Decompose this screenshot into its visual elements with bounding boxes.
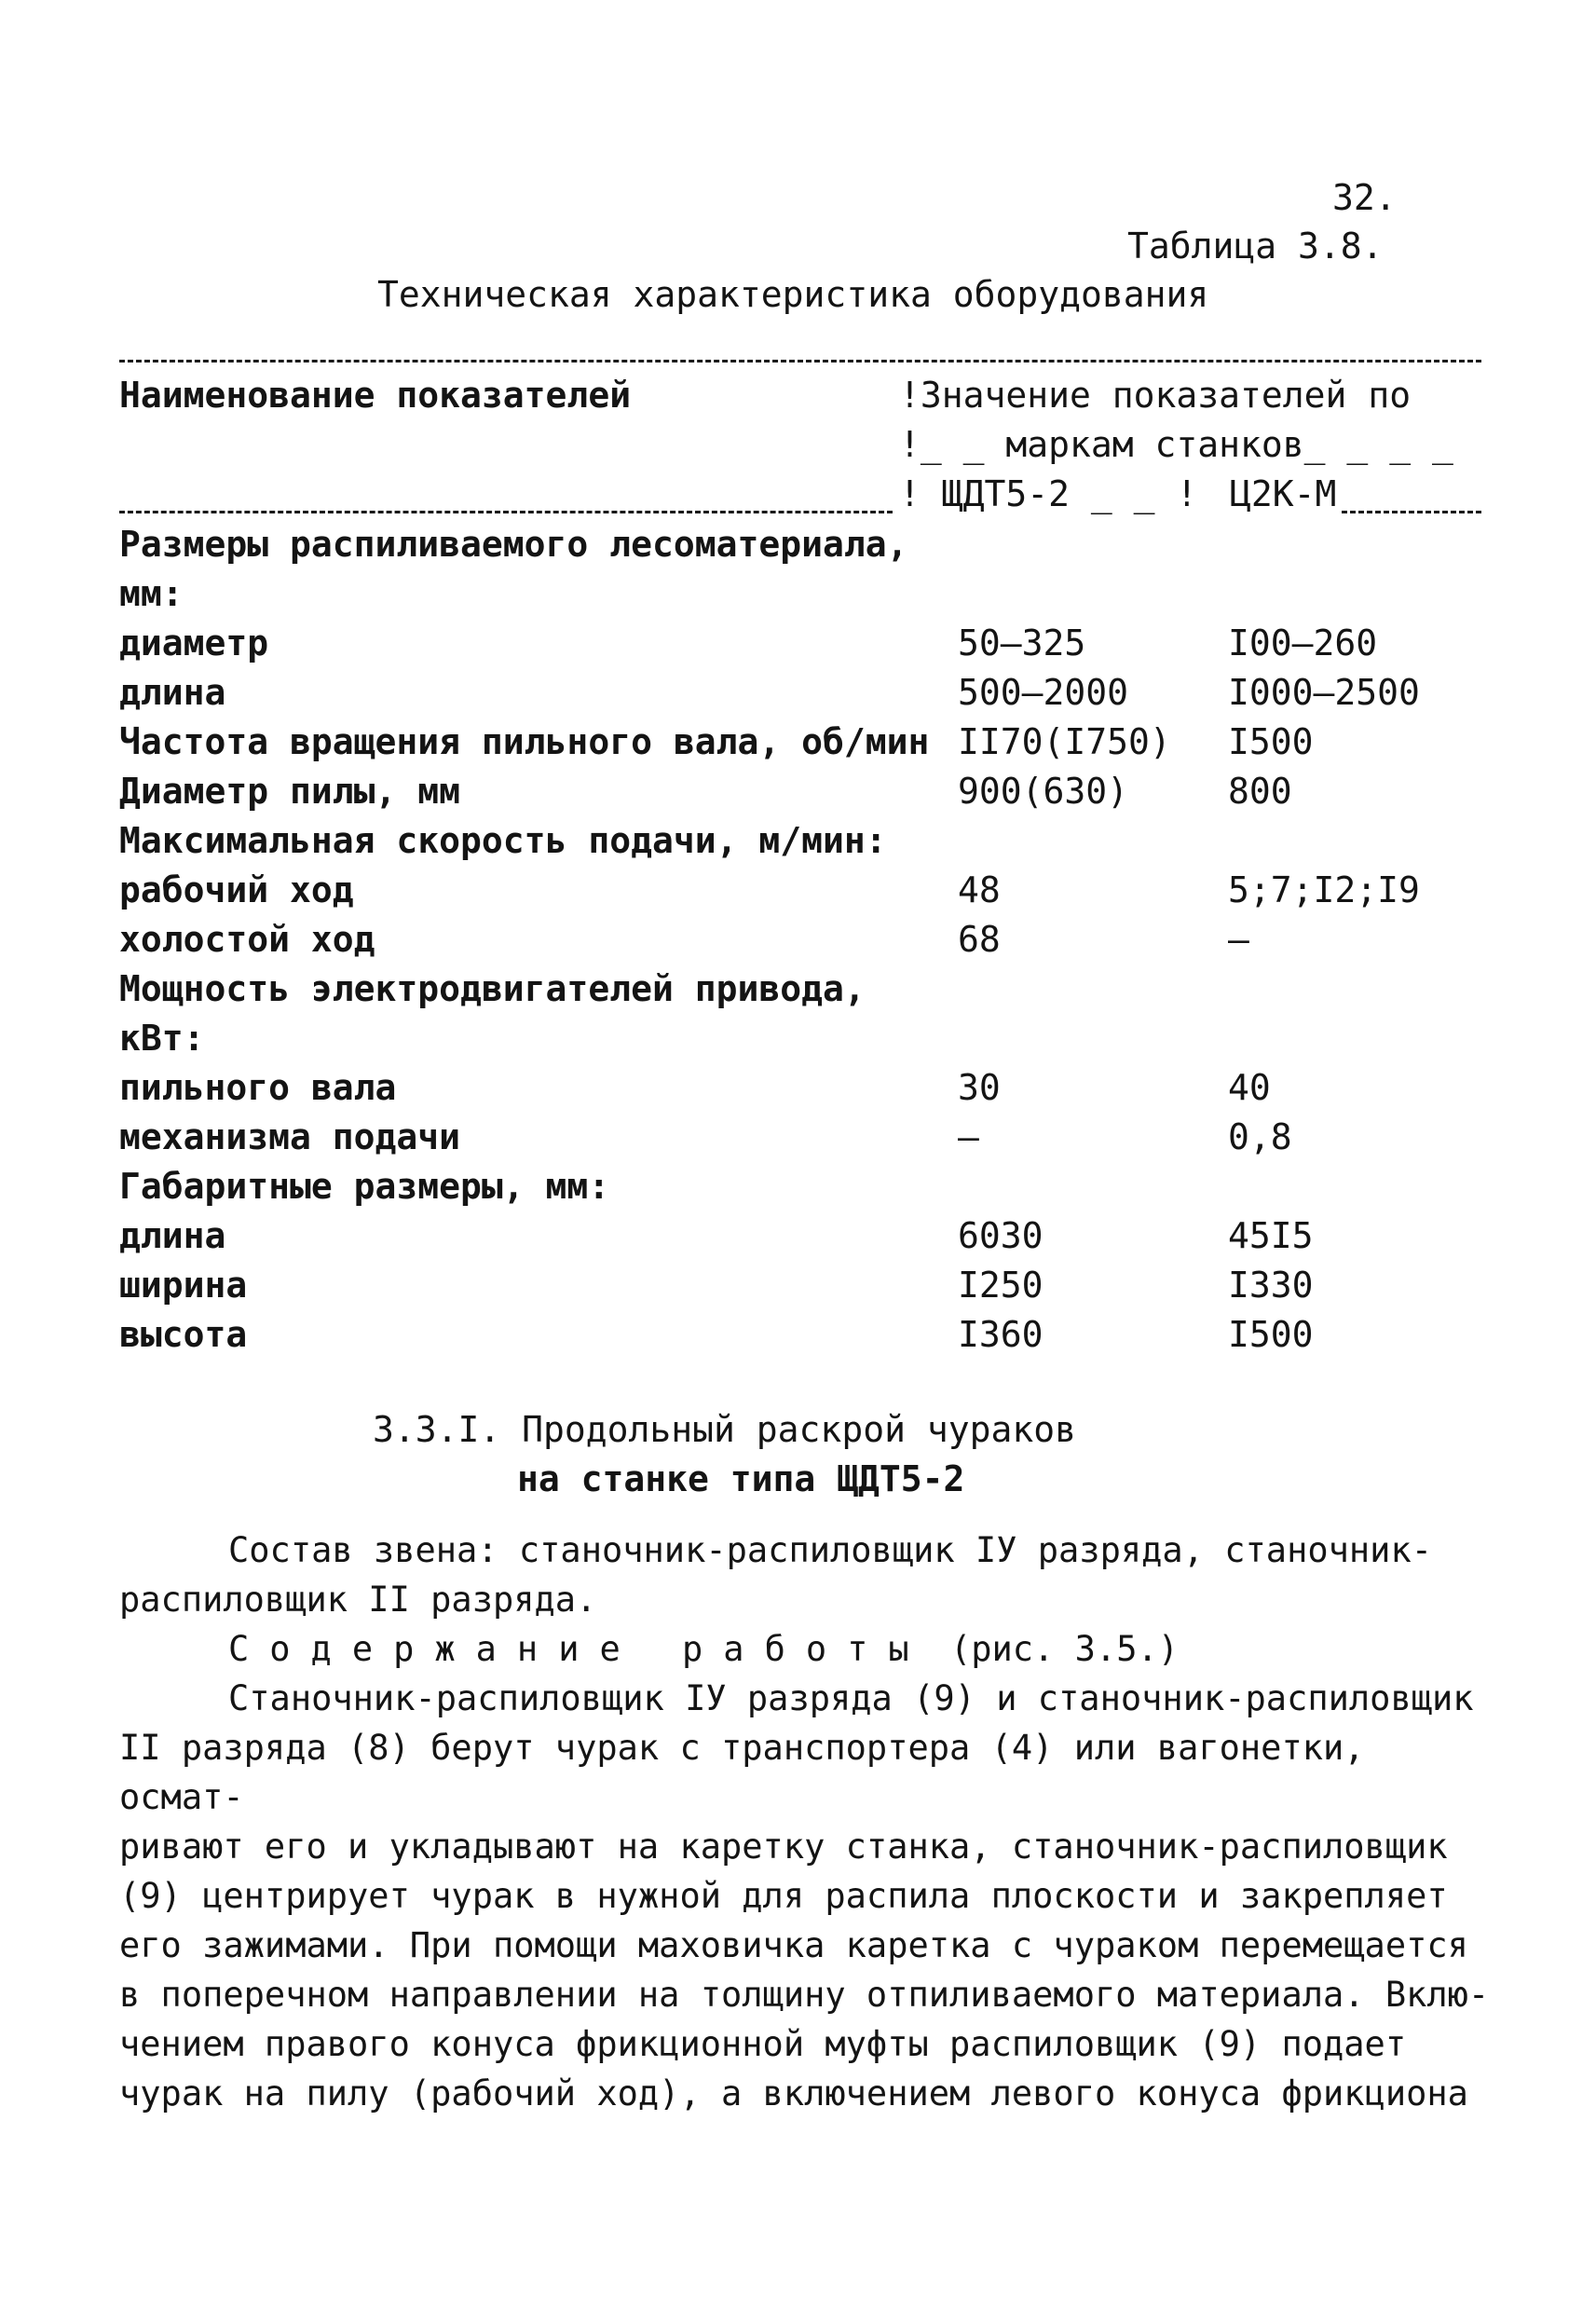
work-heading-line [119,1624,1498,1674]
column-header-values-1: !Значение показателей по [899,375,1412,416]
column-header-machine-2: Ц2К-М [1230,473,1337,514]
section-title-line-2: на станке типа ЩДТ5-2 [517,1458,965,1499]
row-name: Мощность электродвигателей привода, [119,968,866,1009]
paragraph-line: (9) центрирует чурак в нужной для распила плоскости и закрепляет [119,1876,1448,1916]
table-row [119,1211,1498,1261]
table-row [119,668,1498,718]
row-name: кВт: [119,1018,205,1059]
table-header-rule-left [119,511,893,513]
row-value-1: 48 [958,869,1001,910]
row-value-2: I000–2500 [1228,672,1420,713]
paragraph-line: чурак на пилу (рабочий ход), а включением левого конуса фрикциона [119,2073,1468,2114]
paragraph-line: ривают его и укладывают на каретку станка, станочник-распиловщик [119,1826,1448,1867]
row-name: диаметр [119,622,269,664]
row-value-2: I00–260 [1228,622,1378,664]
table-row [119,619,1498,668]
work-paragraph [119,1674,1498,2118]
row-name: Размеры распиливаемого лесоматериала, [119,524,908,565]
row-name: Максимальная скорость подачи, м/мин: [119,820,887,861]
row-name: Диаметр пилы, мм [119,771,461,812]
table-row [119,1014,1498,1063]
table-row [119,1113,1498,1162]
paragraph-line: чением правого конуса фрикционной муфты распиловщик (9) подает [119,2024,1407,2064]
table-label: Таблица 3.8. [1127,226,1384,267]
crew-line-1: Состав звена: станочник-распиловщик IУ разряда, станочник- [228,1530,1433,1570]
table-top-rule [119,360,1481,363]
row-value-1: 68 [958,919,1001,960]
row-name: Габаритные размеры, мм: [119,1166,610,1207]
row-name: пильного вала [119,1067,397,1108]
paragraph-line: в поперечном направлении на толщину отпиливаемого материала. Вклю- [119,1975,1490,2015]
row-value-2: I500 [1228,721,1314,762]
table-row [119,1063,1498,1113]
row-name: ширина [119,1265,248,1306]
work-heading: Содержание работы [228,1629,930,1669]
page-number: 32. [1332,177,1397,218]
row-name: мм: [119,573,184,614]
row-value-1: 50–325 [958,622,1086,664]
column-header-machine-1: ! ЩДТ5-2 _ _ ! [899,473,1198,514]
row-value-2: 45I5 [1228,1215,1314,1256]
crew-paragraph [119,1525,1498,1624]
row-value-1: I360 [958,1314,1044,1355]
row-value-1: 900(630) [958,771,1129,812]
row-value-1: 500–2000 [958,672,1129,713]
row-name: длина [119,1215,226,1256]
row-value-2: I500 [1228,1314,1314,1355]
paragraph-line: Станочник-распиловщик IУ разряда (9) и станочник-распиловщик [228,1678,1474,1718]
table-row [119,1310,1498,1360]
table-row [119,718,1498,767]
row-value-2: I330 [1228,1265,1314,1306]
row-name: механизма подачи [119,1116,461,1157]
row-value-2: – [1228,919,1249,960]
paragraph-line: его зажимами. При помощи маховичка каретка с чураком перемещается [119,1925,1468,1965]
row-value-1: 6030 [958,1215,1044,1256]
table-row [119,569,1498,619]
section-title-line-1: 3.3.I. Продольный раскрой чураков [373,1409,1076,1450]
table-row [119,866,1498,915]
table-row [119,1261,1498,1310]
table-row [119,816,1498,866]
table-row [119,520,1498,569]
row-name: рабочий ход [119,869,354,910]
row-value-2: 5;7;I2;I9 [1228,869,1420,910]
table-header-rule-right [1342,511,1481,513]
row-name: холостой ход [119,919,375,960]
column-header-name: Наименование показателей [119,375,632,416]
table-row [119,1162,1498,1211]
table-row [119,964,1498,1014]
table-title: Техническая характеристика оборудования [377,274,1209,315]
row-value-2: 0,8 [1228,1116,1292,1157]
row-value-1: 30 [958,1067,1001,1108]
row-value-2: 800 [1228,771,1292,812]
row-value-2: 40 [1228,1067,1271,1108]
column-header-values-2: !_ _ маркам станков_ _ _ _ [899,424,1453,465]
table-row [119,915,1498,964]
work-figure-ref: (рис. 3.5.) [949,1629,1180,1669]
row-value-1: I250 [958,1265,1044,1306]
paragraph-line: II разряда (8) берут чурак с транспортера (4) или вагонетки, осмат- [119,1728,1365,1817]
table-row [119,767,1498,816]
row-value-1: – [958,1116,979,1157]
crew-line-2: распиловщик II разряда. [119,1580,597,1620]
row-value-1: II70(I750) [958,721,1171,762]
row-name: Частота вращения пильного вала, об/мин [119,721,930,762]
row-name: высота [119,1314,248,1355]
row-name: длина [119,672,226,713]
